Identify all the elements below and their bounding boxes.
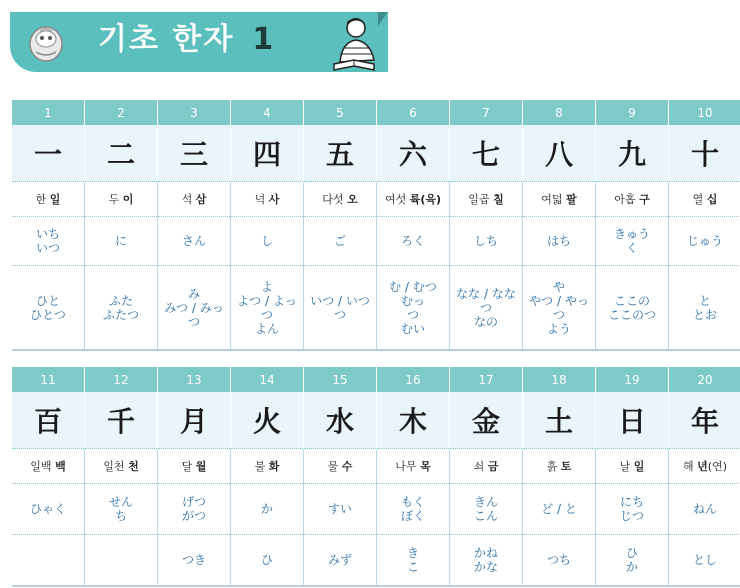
kanji-character: 木 [377, 392, 450, 449]
meaning-korean-reading: 백 [55, 460, 66, 473]
kanji-character: 月 [158, 392, 231, 449]
kanji-meaning [596, 182, 669, 217]
meaning-korean-word: 불 [254, 460, 266, 473]
kanji-meaning [12, 182, 85, 217]
kanji-number: 17 [450, 367, 523, 392]
meaning-korean-word: 다섯 [322, 193, 344, 206]
on-reading: さん [158, 217, 231, 266]
meaning-korean-word: 아홉 [614, 193, 636, 206]
kanji-meaning [304, 182, 377, 217]
kanji-number: 7 [450, 100, 523, 125]
meaning-korean-reading: 륙(육) [409, 193, 442, 206]
meaning-korean-word: 여덟 [541, 193, 563, 206]
kun-reading: とし [669, 535, 740, 587]
on-reading: に [85, 217, 158, 266]
meaning-korean-word: 날 [619, 460, 631, 473]
on-reading: ひゃく [12, 484, 85, 535]
meaning-korean-reading: 일 [49, 193, 61, 206]
kun-reading [85, 535, 158, 587]
meaning-korean-reading: 화 [268, 460, 280, 473]
kanji-number: 13 [158, 367, 231, 392]
kanji-meaning [158, 182, 231, 217]
kanji-meaning [450, 182, 523, 217]
kun-reading: み みつ / みっ つ [158, 266, 231, 351]
on-reading: じゅう [669, 217, 740, 266]
kanji-number: 4 [231, 100, 304, 125]
meaning-korean-reading: 천 [128, 460, 139, 473]
kanji-meaning [304, 449, 377, 484]
kanji-number: 9 [596, 100, 669, 125]
kanji-character: 十 [669, 125, 740, 182]
meaning-korean-reading: 수 [341, 460, 353, 473]
kanji-number: 18 [523, 367, 596, 392]
meaning-korean-reading: 월 [195, 460, 207, 473]
on-reading: にち じつ [596, 484, 669, 535]
kun-reading: ふた ふたつ [85, 266, 158, 351]
meaning-korean-word: 여섯 [384, 193, 407, 206]
meaning-korean-reading: 목 [420, 460, 431, 473]
kanji-meaning [231, 449, 304, 484]
kanji-meaning [450, 449, 523, 484]
meaning-korean-reading: 금 [487, 460, 499, 473]
kanji-character: 六 [377, 125, 450, 182]
kanji-meaning [377, 449, 450, 484]
meaning-korean-word: 넉 [254, 193, 266, 206]
meaning-korean-reading: 구 [639, 193, 650, 206]
kanji-character: 四 [231, 125, 304, 182]
meaning-korean-word: 해 [683, 460, 694, 473]
on-reading: いち いつ [12, 217, 85, 266]
kanji-character: 年 [669, 392, 740, 449]
kanji-character: 日 [596, 392, 669, 449]
on-reading: しち [450, 217, 523, 266]
title-text: 기초 한자 [98, 22, 235, 57]
meaning-korean-word: 일백 [30, 460, 52, 473]
kanji-number: 1 [12, 100, 85, 125]
kun-reading: ひ か [596, 535, 669, 587]
meaning-korean-word: 흙 [546, 460, 558, 473]
kun-reading: ここの ここのつ [596, 266, 669, 351]
kanji-number: 16 [377, 367, 450, 392]
kanji-character: 金 [450, 392, 523, 449]
on-reading: もく ぼく [377, 484, 450, 535]
kanji-meaning [158, 449, 231, 484]
kanji-meaning [377, 182, 450, 217]
kanji-meaning [523, 449, 596, 484]
kanji-table-2 [12, 367, 740, 587]
meaning-korean-reading: 칠 [493, 193, 504, 206]
kun-reading: なな / なな つ なの [450, 266, 523, 351]
meaning-korean-reading: 십 [706, 193, 718, 206]
kanji-number: 19 [596, 367, 669, 392]
meaning-korean-reading: 년 [697, 460, 708, 473]
meaning-korean-reading: 삼 [195, 193, 207, 206]
kanji-number: 11 [12, 367, 85, 392]
kanji-meaning [85, 182, 158, 217]
kun-reading: つち [523, 535, 596, 587]
meaning-korean-word: 물 [327, 460, 339, 473]
kanji-character: 土 [523, 392, 596, 449]
meaning-korean-word: 두 [108, 193, 120, 206]
kun-reading: き こ [377, 535, 450, 587]
kanji-meaning [85, 449, 158, 484]
meaning-alt-reading: (연) [707, 460, 727, 473]
kanji-number: 20 [669, 367, 740, 392]
on-reading: ど / と [523, 484, 596, 535]
meaning-korean-reading: 일 [633, 460, 645, 473]
meaning-korean-reading: 토 [560, 460, 572, 473]
on-reading: げつ がつ [158, 484, 231, 535]
meaning-korean-word: 석 [181, 193, 193, 206]
on-reading: ろく [377, 217, 450, 266]
on-reading: か [231, 484, 304, 535]
on-reading: ねん [669, 484, 740, 535]
kanji-number: 2 [85, 100, 158, 125]
kanji-character: 七 [450, 125, 523, 182]
on-reading: きゅう く [596, 217, 669, 266]
kun-reading: ひ [231, 535, 304, 587]
on-reading: はち [523, 217, 596, 266]
kanji-character: 二 [85, 125, 158, 182]
kanji-character: 九 [596, 125, 669, 182]
kanji-number: 15 [304, 367, 377, 392]
kanji-meaning [596, 449, 669, 484]
kanji-number: 12 [85, 367, 158, 392]
kanji-character: 水 [304, 392, 377, 449]
kanji-meaning [12, 449, 85, 484]
kanji-character: 五 [304, 125, 377, 182]
meaning-korean-word: 나무 [395, 460, 417, 473]
on-reading: すい [304, 484, 377, 535]
meaning-korean-reading: 오 [347, 193, 358, 206]
kanji-table-1 [12, 100, 740, 351]
meaning-korean-word: 달 [181, 460, 193, 473]
title-number: 1 [252, 22, 276, 57]
kanji-character: 八 [523, 125, 596, 182]
kanji-number: 6 [377, 100, 450, 125]
kun-reading: つき [158, 535, 231, 587]
kun-reading: と とお [669, 266, 740, 351]
kanji-meaning [523, 182, 596, 217]
page-title [98, 18, 275, 62]
reading-student-icon [326, 14, 382, 74]
kanji-meaning [231, 182, 304, 217]
kanji-character: 一 [12, 125, 85, 182]
meaning-korean-word: 일천 [103, 460, 125, 473]
kun-reading: や やつ / やっ つ よう [523, 266, 596, 351]
kun-reading: かね かな [450, 535, 523, 587]
kanji-meaning [669, 449, 740, 484]
kanji-character: 火 [231, 392, 304, 449]
meaning-korean-reading: 팔 [566, 193, 577, 206]
kun-reading: む / むつ むっ つ むい [377, 266, 450, 351]
kanji-character: 三 [158, 125, 231, 182]
kanji-number: 14 [231, 367, 304, 392]
kanji-number: 3 [158, 100, 231, 125]
kanji-number: 5 [304, 100, 377, 125]
on-reading: きん こん [450, 484, 523, 535]
kanji-meaning [669, 182, 740, 217]
on-reading: せん ち [85, 484, 158, 535]
kun-reading: よ よつ / よっ つ よん [231, 266, 304, 351]
kanji-character: 千 [85, 392, 158, 449]
kun-reading: ひと ひとつ [12, 266, 85, 351]
on-reading: し [231, 217, 304, 266]
meaning-korean-word: 열 [692, 193, 704, 206]
kanji-number: 8 [523, 100, 596, 125]
daruma-icon [26, 22, 66, 62]
on-reading: ご [304, 217, 377, 266]
meaning-korean-word: 쇠 [473, 460, 485, 473]
kun-reading [12, 535, 85, 587]
kun-reading: いつ / いつ つ [304, 266, 377, 351]
kanji-number: 10 [669, 100, 740, 125]
meaning-korean-word: 일곱 [468, 193, 490, 206]
meaning-korean-word: 한 [35, 193, 47, 206]
kanji-character: 百 [12, 392, 85, 449]
meaning-korean-reading: 사 [268, 193, 280, 206]
kun-reading: みず [304, 535, 377, 587]
meaning-korean-reading: 이 [122, 193, 134, 206]
